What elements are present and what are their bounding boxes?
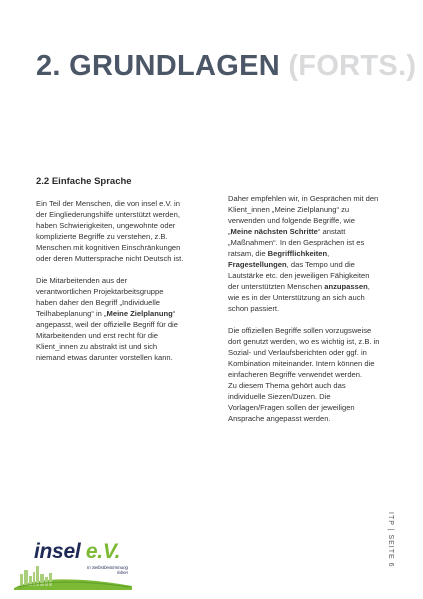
text-line: Zu diesem Thema gehört auch das <box>228 381 346 390</box>
left-paragraph-1 <box>36 198 214 264</box>
side-footer-page-label: ITP | SEITE 6 <box>387 512 394 568</box>
text-line: Die Mitarbeitenden aus der <box>36 276 128 285</box>
text-line: Klient_innen zu abstrakt ist und sich <box>36 342 158 351</box>
insel-logo <box>14 540 134 590</box>
text-line: „Maßnahmen“. In den Gesprächen ist es <box>228 238 365 247</box>
text-line: der Eingliederungshilfe unterstützt werden, <box>36 210 180 219</box>
right-paragraph-2 <box>228 325 400 424</box>
text-line: dort genutzt werden, wo es wichtig ist, z.B. in <box>228 337 380 346</box>
heading-suffix: (FORTS.) <box>288 50 417 82</box>
text-fragment: “ <box>172 309 176 318</box>
text-line: wie es in der Unterstützung an sich auch <box>228 293 365 302</box>
text-fragment: „ <box>228 227 231 236</box>
term-meine-zielplanung: Meine Zielplanung <box>106 309 173 318</box>
text-fragment: “ anstatt <box>317 227 346 236</box>
page-heading <box>36 50 416 83</box>
text-line: Menschen mit kognitiven Einschränkungen <box>36 243 181 252</box>
text-line: einfacheren Begriffe verwendet werden. <box>228 370 363 379</box>
text-line: niemand etwas darunter vorstellen kann. <box>36 353 173 362</box>
text-line: Lautstärke etc. den jeweiligen Fähigkeiten <box>228 271 370 280</box>
logo-tagline: In Selbstbestimmung leben <box>87 565 128 575</box>
text-line: oder deren Muttersprache nicht Deutsch ist. <box>36 254 184 263</box>
text-line: Ein Teil der Menschen, die von insel e.V. in <box>36 199 180 208</box>
text-fragment: , <box>327 249 330 258</box>
text-line: Die offiziellen Begriffe sollen vorzugsweise <box>228 326 372 335</box>
text-line: komplizierte Begriffe zu verstehen, z.B. <box>36 232 168 241</box>
left-column <box>36 198 214 374</box>
text-fragment: , <box>367 282 370 291</box>
text-line: Sozial- und Verlaufsberichten oder ggf. in <box>228 348 367 357</box>
left-paragraph-2 <box>36 275 214 363</box>
right-paragraph-1 <box>228 193 400 314</box>
text-fragment: ratsam, die <box>228 249 268 258</box>
logo-wordmark: insel e.V. <box>34 540 121 563</box>
text-line: Mitarbeitenden und erst recht für die <box>36 331 158 340</box>
text-line: haben Schwierigkeiten, ungewohnte oder <box>36 221 176 230</box>
text-line: haben daher den Begriff „Individuelle <box>36 298 160 307</box>
term-begrifflichkeiten: Begrifflichkeiten <box>267 249 328 258</box>
term-anzupassen: anzupassen <box>324 282 368 291</box>
section-title: 2.2 Einfache Sprache <box>36 176 132 187</box>
text-line: individuelle Siezen/Duzen. Die <box>228 392 331 401</box>
heading-main: 2. GRUNDLAGEN <box>36 50 280 82</box>
text-line: angepasst, weil der offizielle Begriff für die <box>36 320 178 329</box>
text-line: Kombination miteinander. Intern können die <box>228 359 375 368</box>
text-line: Teilhabeplanung“ in „ <box>36 309 107 318</box>
text-line: Vorlagen/Fragen sollen der jeweiligen <box>228 403 355 412</box>
text-line: Klient_innen „Meine Zielplanung“ zu <box>228 205 350 214</box>
text-line: Ansprache angepasst werden. <box>228 414 331 423</box>
text-line: verantwortlichen Projektarbeitsgruppe <box>36 287 164 296</box>
text-fragment: , das Tempo und die <box>286 260 355 269</box>
text-line: schon passiert. <box>228 304 280 313</box>
text-line: verwenden und folgende Begriffe, wie <box>228 216 355 225</box>
text-fragment: der unterstützten Menschen <box>228 282 325 291</box>
text-line: Daher empfehlen wir, in Gesprächen mit den <box>228 194 379 203</box>
term-fragestellungen: Fragestellungen <box>228 260 287 269</box>
right-column <box>228 193 400 435</box>
term-meine-naechsten-schritte: Meine nächsten Schritte <box>230 227 318 236</box>
